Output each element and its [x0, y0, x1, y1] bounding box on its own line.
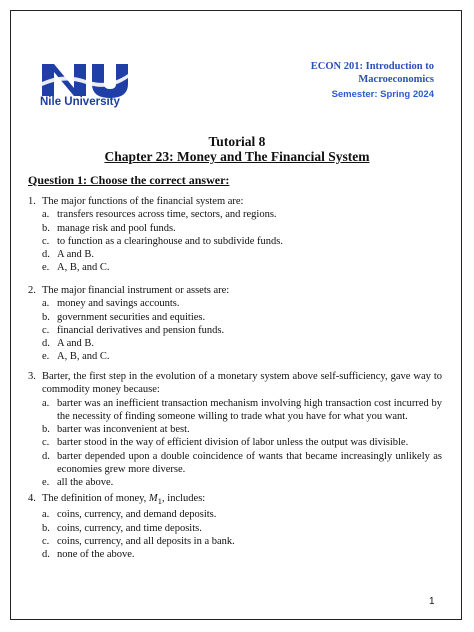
- option: [28, 522, 442, 535]
- question-text: The major functions of the financial system are:: [42, 196, 244, 207]
- option-letter: d.: [42, 338, 50, 350]
- option-letter: b.: [42, 311, 50, 323]
- option-letter: d.: [42, 549, 50, 561]
- option-text: A and B.: [57, 249, 95, 261]
- option-text: coins, currency, and time deposits.: [57, 522, 202, 534]
- question-text: The major financial instrument or assets are:: [42, 285, 230, 296]
- option: [28, 222, 442, 235]
- semester: Semester: Spring 2024: [331, 89, 434, 100]
- logo-text: Nile University: [40, 96, 120, 108]
- question-number: 2.: [28, 285, 36, 296]
- option-text: transfers resources across time, sectors, and regions.: [57, 209, 277, 221]
- option: [28, 436, 442, 449]
- question-text: [42, 492, 205, 508]
- option: [28, 297, 442, 310]
- question-number: 4.: [28, 493, 36, 504]
- option-text: coins, currency, and demand deposits.: [57, 509, 217, 521]
- option-letter: b.: [42, 522, 50, 534]
- question-4: [28, 492, 442, 562]
- question-3: [28, 370, 442, 490]
- money-symbol: M: [148, 493, 158, 504]
- question-number: 3.: [28, 371, 36, 382]
- option: [28, 311, 442, 324]
- course-title-line2: Macroeconomics: [358, 74, 434, 85]
- question-text: Barter, the first step in the evolution of a monetary system above self-sufficiency, gave way to commodity money because:: [42, 371, 442, 396]
- stem-before: The definition of money,: [42, 493, 149, 504]
- option-text: financial derivatives and pension funds.: [57, 324, 225, 336]
- option: [28, 508, 442, 521]
- option: [28, 261, 442, 274]
- section-heading: Question 1: Choose the correct answer:: [28, 173, 230, 187]
- option-text: barter stood in the way of efficient division of labor unless the output was divisible.: [57, 437, 409, 449]
- option-letter: c.: [42, 535, 50, 547]
- option-text: none of the above.: [57, 549, 135, 561]
- question-stem: [28, 492, 442, 508]
- option-letter: b.: [42, 424, 50, 436]
- option-text: money and savings accounts.: [57, 298, 180, 310]
- option: [28, 476, 442, 489]
- option: [28, 450, 442, 477]
- option-text: all the above.: [57, 477, 114, 489]
- option-text: government securities and equities.: [57, 311, 206, 323]
- option: [28, 423, 442, 436]
- option-text: barter depended upon a double coincidence of wants that became increasingly unlikely as economies grew more diverse.: [57, 450, 442, 476]
- option-text: A and B.: [57, 338, 95, 350]
- chapter-title: Chapter 23: Money and The Financial System: [104, 149, 370, 164]
- option-letter: a.: [42, 209, 50, 221]
- option: [28, 337, 442, 350]
- question-1: [28, 195, 442, 275]
- option-letter: e.: [42, 262, 50, 274]
- option: [28, 535, 442, 548]
- option-letter: e.: [42, 351, 50, 363]
- option: [28, 248, 442, 261]
- option-letter: d.: [42, 249, 50, 261]
- option-text: A, B, and C.: [57, 351, 110, 363]
- option-letter: e.: [42, 477, 50, 489]
- option: [28, 208, 442, 221]
- option: [28, 350, 442, 363]
- course-title-line1: ECON 201: Introduction to: [310, 61, 434, 72]
- option-text: coins, currency, and all deposits in a bank.: [57, 535, 235, 547]
- option-text: manage risk and pool funds.: [57, 222, 176, 234]
- option: [28, 548, 442, 561]
- question-stem: [28, 195, 442, 208]
- option-text: A, B, and C.: [57, 262, 110, 274]
- option-letter: a.: [42, 298, 50, 310]
- option: [28, 324, 442, 337]
- money-subscript: 1: [157, 496, 163, 507]
- stem-after: , includes:: [162, 493, 206, 504]
- page-number: 1: [429, 596, 435, 607]
- option-letter: c.: [42, 437, 50, 449]
- option-letter: d.: [42, 450, 50, 462]
- question-2: [28, 284, 442, 364]
- option-text: barter was inconvenient at best.: [57, 424, 190, 436]
- option-text: barter was an inefficient transaction mechanism involving high transaction cost incurred by the necessity of finding someone willing to trade what you have for what you want.: [57, 397, 442, 422]
- option-letter: b.: [42, 222, 50, 234]
- option: [28, 235, 442, 248]
- question-number: 1.: [28, 196, 36, 207]
- option-text: to function as a clearinghouse and to subdivide funds.: [57, 235, 283, 247]
- option-letter: c.: [42, 235, 50, 247]
- tutorial-title: Tutorial 8: [208, 134, 266, 149]
- option: [28, 397, 442, 424]
- option-letter: c.: [42, 324, 50, 336]
- option-letter: a.: [42, 509, 50, 521]
- course-info: [311, 60, 434, 101]
- question-stem: [28, 370, 442, 397]
- question-stem: [28, 284, 442, 297]
- option-letter: a.: [42, 397, 50, 409]
